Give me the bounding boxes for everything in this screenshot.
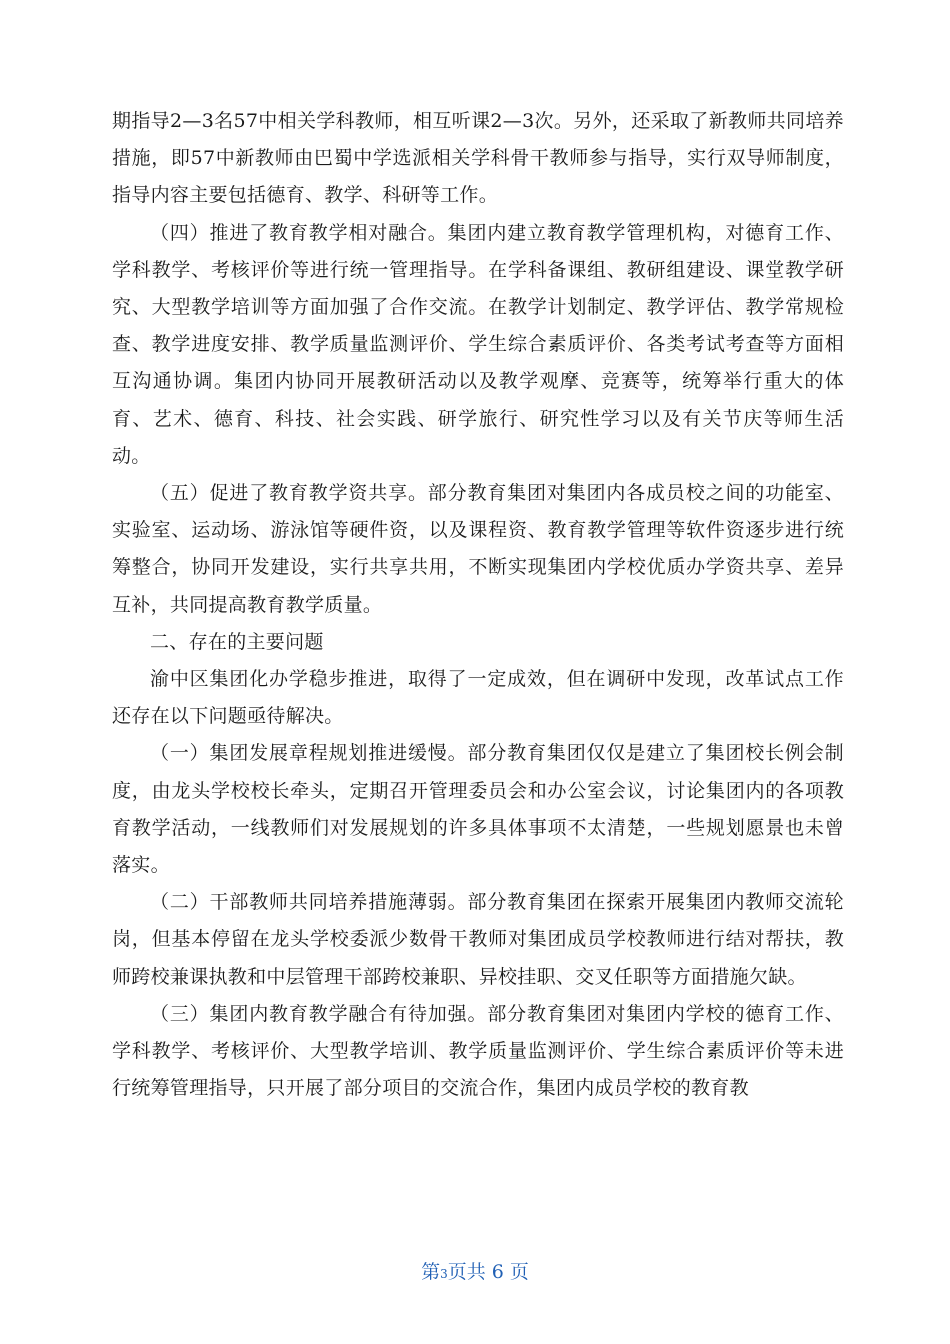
- section-heading-problems: 二、存在的主要问题: [150, 630, 324, 653]
- paragraph-problem-1: （一）集团发展章程规划推进缓慢。部分教育集团仅仅是建立了集团校长例会制度，由龙头学校校长牵头，定期召开管理委员会和办公室会议，讨论集团内的各项教育教学活动，一线教师们对发展规划的许多具体事项不太清楚，一些规划愿景也未曾落实。: [112, 742, 844, 877]
- paragraph-section-4: （四）推进了教育教学相对融合。集团内建立教育教学管理机构，对德育工作、学科教学、考核评价等进行统一管理指导。在学科备课组、教研组建设、课堂教学研究、大型教学培训等方面加强了合作交流。在教学计划制定、教学评估、教学常规检查、教学进度安排、教学质量监测评价、学生综合素质评价、各类考试考查等方面相互沟通协调。集团内协同开展教研活动以及教学观摩、竞赛等，统筹举行重大的体育、艺术、德育、科技、社会实践、研学旅行、研究性学习以及有关节庆等师生活动。: [112, 221, 844, 467]
- paragraph-problem-3: （三）集团内教育教学融合有待加强。部分教育集团对集团内学校的德育工作、学科教学、考核评价、大型教学培训、教学质量监测评价、学生综合素质评价等未进行统筹管理指导，只开展了部分项目的交流合作，集团内成员学校的教育教: [112, 1002, 844, 1100]
- paragraph-continuation: 期指导2—3名57中相关学科教师，相互听课2—3次。另外，还采取了新教师共同培养措施，即57中新教师由巴蜀中学选派相关学科骨干教师参与指导，实行双导师制度，指导内容主要包括德育、教学、科研等工作。: [112, 110, 844, 207]
- paragraph-section-5: （五）促进了教育教学资共享。部分教育集团对集团内各成员校之间的功能室、实验室、运动场、游泳馆等硬件资，以及课程资、教育教学管理等软件资逐步进行统筹整合，协同开发建设，实行共享共用，不断实现集团内学校优质办学资共享、差异互补，共同提高教育教学质量。: [112, 482, 844, 616]
- body-text: [112, 103, 844, 1107]
- paragraph-problem-2: （二）干部教师共同培养措施薄弱。部分教育集团在探索开展集团内教师交流轮岗，但基本停留在龙头学校委派少数骨干教师对集团成员学校教师进行结对帮扶，教师跨校兼课执教和中层管理干部跨校兼职、异校挂职、交叉任职等方面措施欠缺。: [112, 891, 844, 988]
- footer-prefix: 第: [421, 1261, 441, 1283]
- footer-suffix: 页共 6 页: [447, 1261, 529, 1283]
- page-footer: [0, 1260, 950, 1286]
- paragraph-problems-intro: 渝中区集团化办学稳步推进，取得了一定成效，但在调研中发现，改革试点工作还存在以下问题亟待解决。: [112, 668, 844, 728]
- footer-page-number: 3: [440, 1267, 448, 1281]
